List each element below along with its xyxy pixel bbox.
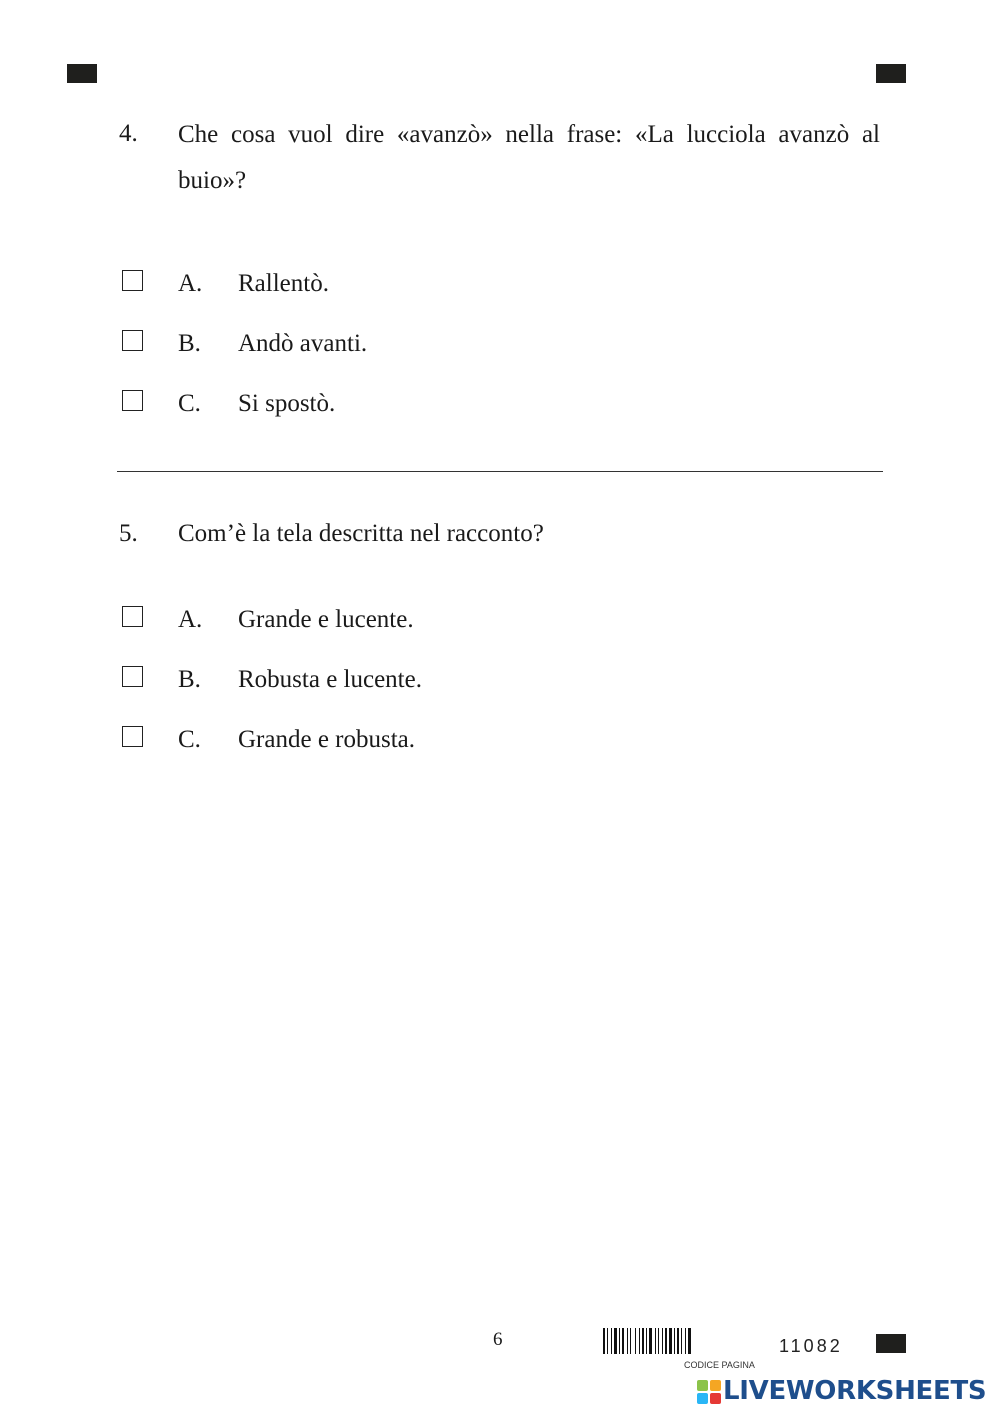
registration-mark-bottom-right — [876, 1334, 906, 1353]
liveworksheets-text: LIVEWORKSHEETS — [723, 1376, 987, 1406]
option-letter: A. — [178, 270, 203, 297]
question-text: Com’è la tela descritta nel racconto? — [178, 520, 544, 547]
barcode-caption: CODICE PAGINA — [684, 1360, 755, 1370]
question-number: 5. — [119, 520, 138, 547]
page-number: 6 — [493, 1329, 503, 1350]
checkbox[interactable] — [122, 606, 143, 627]
option-label: Si spostò. — [238, 390, 336, 417]
option-label: Robusta e lucente. — [238, 666, 422, 693]
registration-mark-top-left — [67, 64, 97, 83]
section-divider — [117, 471, 883, 472]
checkbox[interactable] — [122, 270, 143, 291]
barcode — [603, 1328, 743, 1354]
question-text: Che cosa vuol dire «avanzò» nella frase: «La lucciola avanzò al buio»? — [178, 121, 880, 194]
checkbox[interactable] — [122, 330, 143, 351]
option-letter: A. — [178, 606, 203, 633]
option-label: Grande e lucente. — [238, 606, 414, 633]
option-letter: B. — [178, 666, 201, 693]
question-number: 4. — [119, 120, 138, 147]
option-letter: C. — [178, 390, 201, 417]
checkbox[interactable] — [122, 666, 143, 687]
liveworksheets-logo-icon — [697, 1380, 722, 1405]
option-letter: C. — [178, 726, 201, 753]
page-code: 11082 — [779, 1336, 843, 1356]
option-label: Andò avanti. — [238, 330, 368, 357]
checkbox[interactable] — [122, 726, 143, 747]
checkbox[interactable] — [122, 390, 143, 411]
option-label: Grande e robusta. — [238, 726, 416, 753]
registration-mark-top-right — [876, 64, 906, 83]
option-letter: B. — [178, 330, 201, 357]
option-label: Rallentò. — [238, 270, 329, 297]
